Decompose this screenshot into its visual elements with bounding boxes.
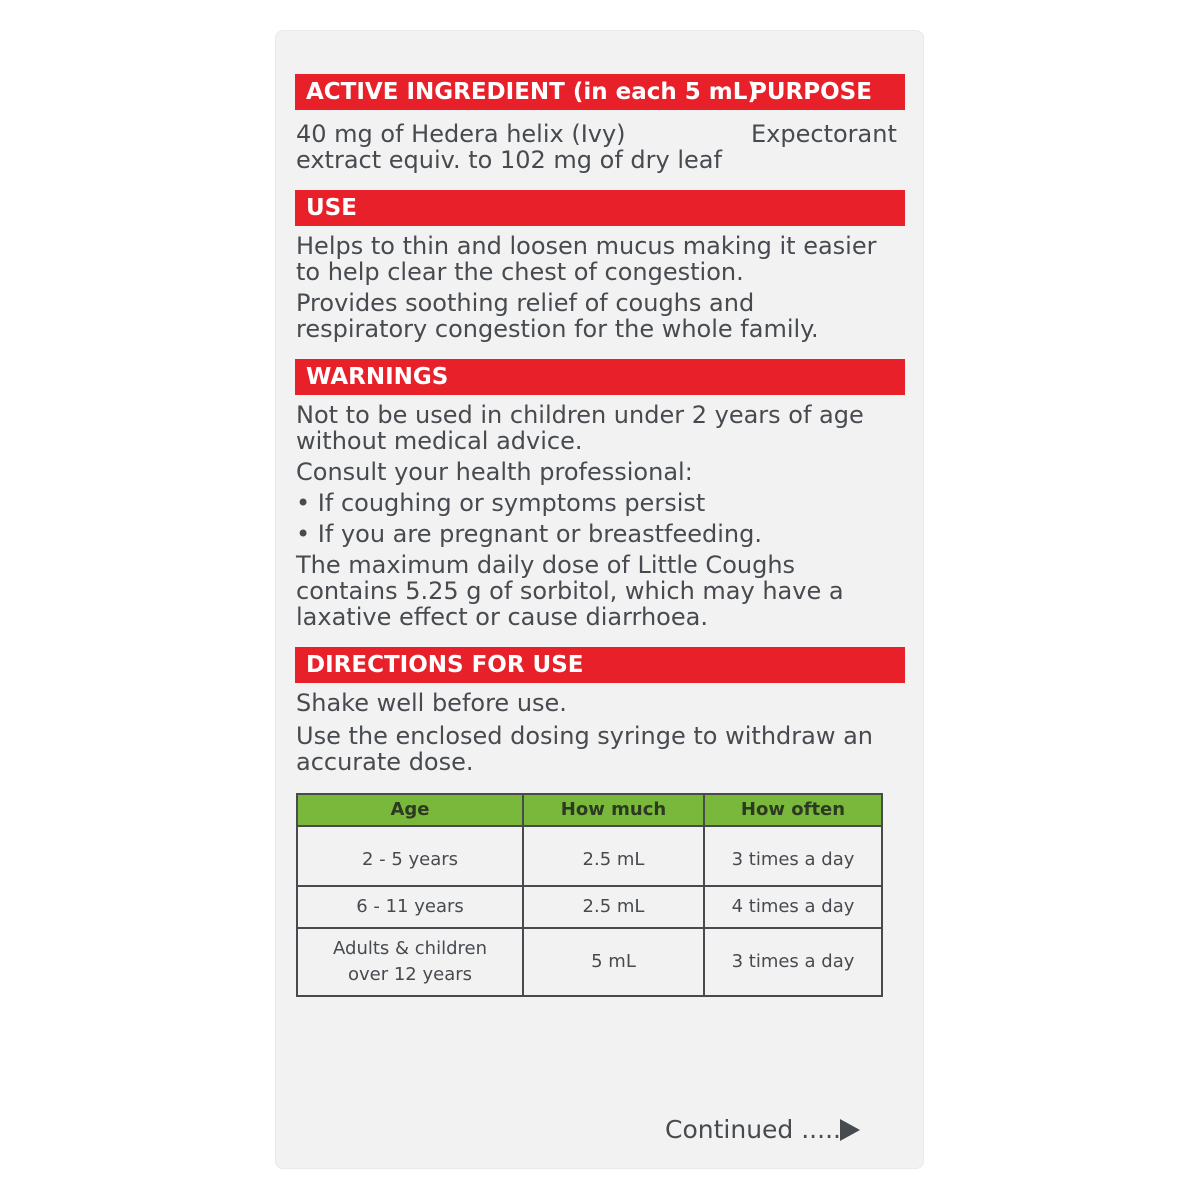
directions-line-3: accurate dose.	[296, 748, 474, 776]
directions-header-label: DIRECTIONS FOR USE	[306, 652, 584, 678]
warnings-header	[295, 359, 905, 395]
amount-cell: 2.5 mL	[523, 886, 704, 928]
purpose-value: Expectorant	[751, 120, 897, 148]
use-line-2: to help clear the chest of congestion.	[296, 258, 744, 286]
use-header	[295, 190, 905, 226]
warning-line-2: without medical advice.	[296, 427, 583, 455]
purpose-header-label: PURPOSE	[750, 79, 872, 105]
ingredient-line-2: extract equiv. to 102 mg of dry leaf	[296, 146, 722, 174]
warnings-header-label: WARNINGS	[306, 364, 449, 390]
warning-bullet-1: • If coughing or symptoms persist	[296, 489, 706, 517]
age-cell: 6 - 11 years	[297, 886, 523, 928]
age-cell-line-2: over 12 years	[347, 964, 473, 985]
how-often-column-header: How often	[704, 794, 882, 826]
ingredient-line-1: 40 mg of Hedera helix (Ivy)	[296, 120, 626, 148]
warning-bullet-2: • If you are pregnant or breastfeeding.	[296, 520, 762, 548]
frequency-cell: 4 times a day	[704, 886, 882, 928]
how-much-column-header: How much	[523, 794, 704, 826]
continued-label: Continued .....	[665, 1115, 841, 1144]
use-header-label: USE	[306, 195, 357, 221]
table-row	[297, 826, 882, 886]
dosage-table-header-row	[297, 794, 882, 826]
directions-line-1: Shake well before use.	[296, 689, 567, 717]
use-line-4: respiratory congestion for the whole family.	[296, 315, 819, 343]
age-cell-line-1: Adults & children	[333, 938, 487, 959]
amount-cell: 2.5 mL	[523, 826, 704, 886]
directions-line-2: Use the enclosed dosing syringe to withdraw an	[296, 722, 874, 750]
dosage-table	[296, 793, 883, 997]
use-line-1: Helps to thin and loosen mucus making it easier	[296, 232, 877, 260]
warning-line-1: Not to be used in children under 2 years of age	[296, 401, 864, 429]
age-cell	[297, 928, 523, 996]
active-ingredient-header	[295, 74, 905, 110]
directions-header	[295, 647, 905, 683]
use-line-3: Provides soothing relief of coughs and	[296, 289, 755, 317]
warning-line-6: The maximum daily dose of Little Coughs	[296, 551, 796, 579]
warning-line-8: laxative effect or cause diarrhoea.	[296, 603, 708, 631]
warning-line-7: contains 5.25 g of sorbitol, which may have a	[296, 577, 844, 605]
table-row	[297, 886, 882, 928]
warning-line-3: Consult your health professional:	[296, 458, 693, 486]
table-row	[297, 928, 882, 996]
frequency-cell: 3 times a day	[704, 928, 882, 996]
age-cell: 2 - 5 years	[297, 826, 523, 886]
age-column-header: Age	[297, 794, 523, 826]
play-arrow-icon	[840, 1119, 860, 1141]
amount-cell: 5 mL	[523, 928, 704, 996]
active-ingredient-header-label: ACTIVE INGREDIENT (in each 5 mL)	[306, 79, 758, 105]
frequency-cell: 3 times a day	[704, 826, 882, 886]
